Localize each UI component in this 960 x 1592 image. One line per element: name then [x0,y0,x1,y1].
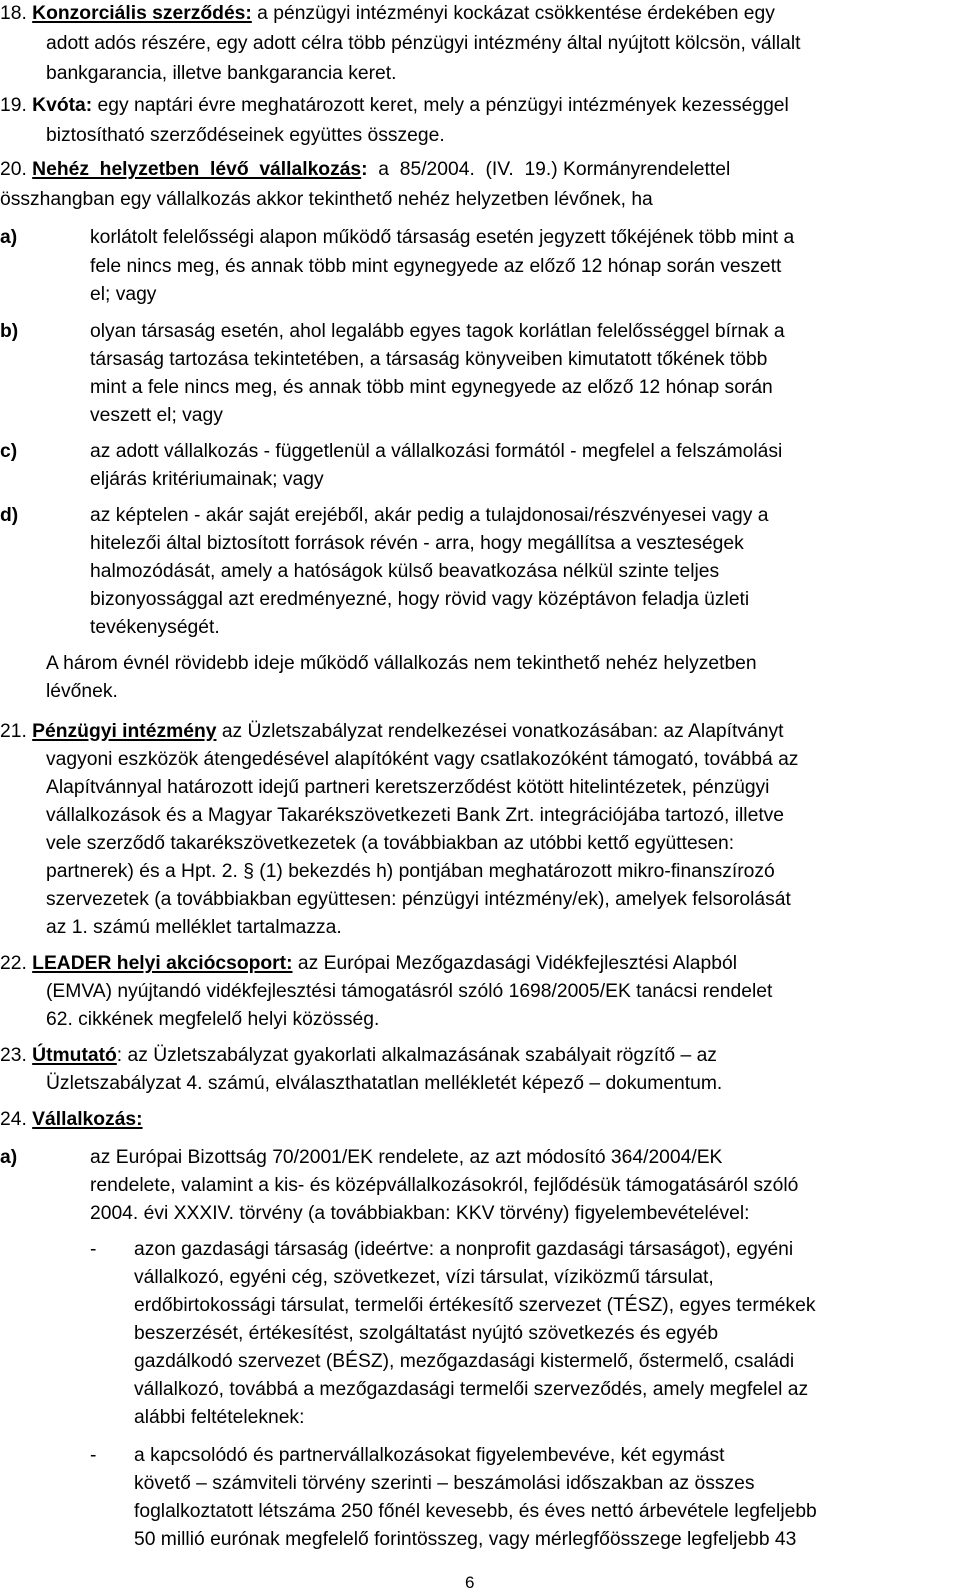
text-run: 2004. évi XXXIV. törvény (a továbbiakban: KKV törvény) figyelembevételével: [90,1203,750,1224]
text-line [90,442,782,461]
text-run: vállalkozó, továbbá a mezőgazdasági termelői szerveződés, amely megfelel az [134,1379,809,1400]
text-run: az 1. számú melléklet tartalmazza. [46,917,342,938]
term-heading: Nehéz helyzetben lévő vállalkozás [32,159,362,180]
term-heading: Pénzügyi intézmény [32,721,217,742]
text-line [90,378,773,397]
text-line [46,64,397,83]
text-run: vagyoni eszközök átengedésével alapítóként vagy csatlakozóként támogató, továbbá az [46,749,799,770]
text-run: biztosítható szerződéseinek együttes összege. [46,125,445,146]
text-line [90,228,794,247]
text-run: rendelete, valamint a kis- és középvállalkozásokról, fejlődésük támogatásáról szóló [90,1175,799,1196]
text-line [134,1408,304,1427]
text-run: tevékenységét. [90,617,220,638]
text-run: 24. [0,1109,33,1130]
text-line [0,1148,17,1167]
text-run: Alapítvánnyal határozott idejű partneri keretszerződést kötött hitelintézetek, pénzügyi [46,777,770,798]
text-line [90,534,744,553]
text-line [46,806,784,825]
text-line [90,1204,750,1223]
text-line [90,350,767,369]
text-line [90,590,749,609]
text-line [0,722,783,741]
text-line [134,1474,755,1493]
text-line [134,1446,725,1465]
text-run: eljárás kritériumainak; vagy [90,469,324,490]
text-line [90,562,719,581]
text-line [90,406,223,425]
text-line [0,322,18,341]
term-heading: Kvóta: [32,95,93,116]
text-run: veszett el; vagy [90,405,223,426]
text-line [0,442,17,461]
term-heading: Konzorciális szerződés: [32,3,252,24]
text-run: gazdálkodó szervezet (BÉSZ), mezőgazdasági kistermelő, őstermelő, családi [134,1351,795,1372]
text-line [0,954,737,973]
text-run: - [90,1239,97,1260]
page-number: 6 [465,1573,475,1592]
term-heading: b) [0,321,19,342]
text-run: fele nincs meg, és annak több mint egynegyede az előző 12 hónap során veszett [90,256,782,277]
text-line [46,778,769,797]
text-line [90,1148,722,1167]
text-line [134,1268,714,1287]
text-line [90,618,220,637]
text-line [90,322,785,341]
term-heading: LEADER helyi akciócsoport: [32,953,293,974]
text-run: A három évnél rövidebb ideje működő vállalkozás nem tekinthető nehéz helyzetben [46,653,757,674]
text-run: vállalkozó, egyéni cég, szövetkezet, vízi társulat, víziközmű társulat, [134,1267,714,1288]
text-run: hitelezői által biztosított források révén - arra, hogy megállítsa a veszteségek [90,533,744,554]
term-heading: : [361,159,368,180]
text-run: alábbi feltételeknek: [134,1407,305,1428]
text-run: az adott vállalkozás - függetlenül a vállalkozási formától - megfelel a felszámolási [90,441,783,462]
text-line [46,890,791,909]
text-line [90,470,324,489]
text-line [46,126,445,145]
text-run: 62. cikkének megfelelő helyi közösség. [46,1009,380,1030]
text-run: egy naptári évre meghatározott keret, mely a pénzügyi intézmények kezességgel [92,95,789,116]
term-heading: d) [0,505,19,526]
text-run: beszerzését, értékesítést, szolgáltatást nyújtó szövetkezés és egyéb [134,1323,719,1344]
text-line [0,190,653,209]
text-line [90,506,768,525]
text-run: - [90,1445,97,1466]
text-run: Üzletszabályzat 4. számú, elválaszthatatlan mellékletét képező – dokumentum. [46,1073,723,1094]
text-run: 22. [0,953,33,974]
text-line [90,1240,96,1259]
text-line [0,96,789,115]
text-line [134,1324,718,1343]
text-line [0,4,775,23]
text-run: foglalkoztatott létszáma 250 főnél kevesebb, és éves nettó árbevétele legfeljebb [134,1501,817,1522]
text-line [46,654,757,673]
text-run: 19. [0,95,33,116]
term-heading: Vállalkozás: [32,1109,143,1130]
text-line [134,1352,794,1371]
text-line [90,285,156,304]
text-line [46,682,118,701]
text-run: vállalkozások és a Magyar Takarékszövetkezeti Bank Zrt. integrációjába tartozó, illetve [46,805,785,826]
text-line [90,257,781,276]
text-run: az Üzletszabályzat rendelkezései vonatkozásában: az Alapítványt [216,721,784,742]
text-line [0,1110,143,1129]
text-line [46,834,734,853]
text-run: (EMVA) nyújtandó vidékfejlesztési támogatásról szóló 1698/2005/EK tanácsi rendelet [46,981,773,1002]
text-line [0,1046,717,1065]
text-run: erdőbirtokossági társulat, termelői értékesítő szervezet (TÉSZ), egyes termékek [134,1295,816,1316]
text-run: korlátolt felelősségi alapon működő társaság esetén jegyzett tőkéjének több mint a [90,227,795,248]
text-run: társaság tartozása tekintetében, a társaság könyveiben kimutatott tőkének több [90,349,768,370]
text-run: az Európai Bizottság 70/2001/EK rendelete, az azt módosító 364/2004/EK [90,1147,723,1168]
text-run: azon gazdasági társaság (ideértve: a nonprofit gazdasági társaságot), egyéni [134,1239,794,1260]
term-heading: a) [0,227,18,248]
text-line [90,1176,798,1195]
text-run: olyan társaság esetén, ahol legalább egyes tagok korlátlan felelősséggel bírnak a [90,321,785,342]
text-line [46,862,775,881]
text-run: 18. [0,3,33,24]
text-run: bizonyossággal azt eredményezné, hogy rövid vagy középtávon feladja üzleti [90,589,750,610]
text-line [134,1530,796,1549]
term-heading: c) [0,441,18,462]
text-run: adott adós részére, egy adott célra több pénzügyi intézmény által nyújtott kölcsön, vállalt [46,33,801,54]
text-run: az képtelen - akár saját erejéből, akár pedig a tulajdonosai/részvényesei vagy a [90,505,769,526]
text-line [46,918,342,937]
text-run: : az Üzletszabályzat gyakorlati alkalmazásának szabályait rögzítő – az [116,1045,717,1066]
term-heading: a) [0,1147,18,1168]
text-line [134,1296,816,1315]
text-run: partnerek) és a Hpt. 2. § (1) bekezdés h) pontjában meghatározott mikro-finanszírozó [46,861,775,882]
text-run: mint a fele nincs meg, és annak több mint egynegyede az előző 12 hónap során [90,377,773,398]
text-line [46,1074,722,1093]
text-run: el; vagy [90,284,157,305]
text-run: a pénzügyi intézményi kockázat csökkentése érdekében egy [251,3,775,24]
text-line [46,1010,379,1029]
text-run: vele szerződő takarékszövetkezetek (a továbbiakban az utóbbi kettő együttesen: [46,833,735,854]
text-run: összhangban egy vállalkozás akkor tekinthető nehéz helyzetben lévőnek, ha [0,189,653,210]
text-run: a 85/2004. (IV. 19.) Kormányrendelettel [367,159,731,180]
text-line [46,982,772,1001]
text-run: követő – számviteli törvény szerinti – beszámolási időszakban az összes [134,1473,755,1494]
text-line [90,1446,96,1465]
text-line [134,1380,808,1399]
text-run: 21. [0,721,33,742]
text-line [0,228,17,247]
text-run: 50 millió eurónak megfelelő forintösszeg, vagy mérlegfőösszege legfeljebb 43 [134,1529,797,1550]
text-run: bankgarancia, illetve bankgarancia keret. [46,63,397,84]
text-run: lévőnek. [46,681,118,702]
text-run: szervezetek (a továbbiakban együttesen: pénzügyi intézmény/ek), amelyek felsorolását [46,889,791,910]
text-run: halmozódását, amely a hatóságok külső beavatkozása nélkül szinte teljes [90,561,720,582]
text-line [46,34,801,53]
text-run: 23. [0,1045,33,1066]
text-run: az Európai Mezőgazdasági Vidékfejlesztési Alapból [292,953,737,974]
text-run: 20. [0,159,33,180]
text-line [0,506,18,525]
text-run: a kapcsolódó és partnervállalkozásokat figyelembevéve, két egymást [134,1445,725,1466]
text-line [134,1502,817,1521]
text-line [46,750,798,769]
text-line [134,1240,793,1259]
term-heading: Útmutató [32,1045,117,1066]
text-line [0,160,730,179]
